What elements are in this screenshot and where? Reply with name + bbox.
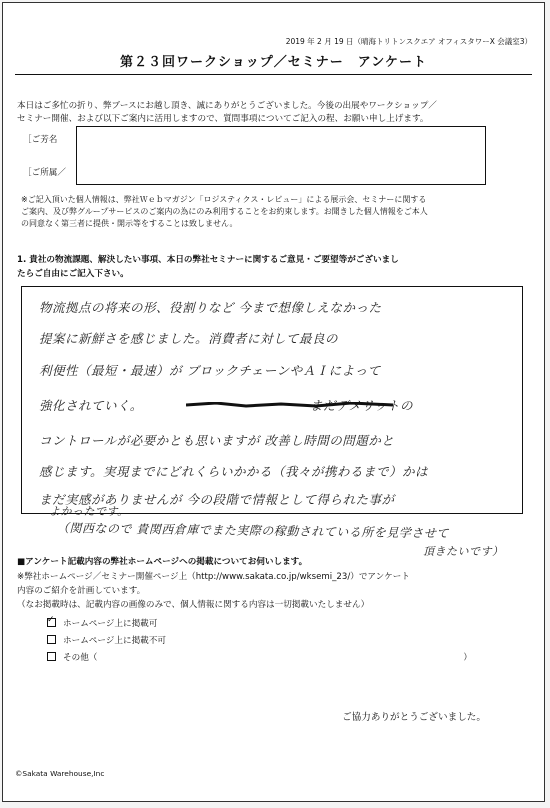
privacy-notice: ※ご記入頂いた個人情報は、弊社Ｗｅｂマガジン「ロジスティクス・レビュー」による展示会、セミナーに関する ご案内、及び弊グループサービスのご案内の為にのみ利用することをお約束します。お聞きした個人情報をご本人 の同意なく第三者に提供・開示等をすることは致しません。 bbox=[21, 195, 428, 228]
checkbox-icon[interactable] bbox=[47, 652, 56, 661]
page-title: 第２３回ワークショップ／セミナー アンケート bbox=[120, 55, 427, 70]
publication-options bbox=[47, 614, 472, 665]
handwritten-line-6: 感じます。実現までにどれくらいかかる（我々が携わるまで）かは bbox=[39, 464, 429, 479]
scribble-strikeout bbox=[186, 402, 393, 408]
intro-text bbox=[17, 100, 437, 125]
copyright: ©Sakata Warehouse,Inc bbox=[15, 769, 105, 778]
handwritten-line-1: 物流拠点の将来の形、役割りなど 今まで想像しえなかった bbox=[39, 300, 382, 315]
handwritten-line-3: 利便性（最短・最速）が ブロックチェーンやＡＩによって bbox=[39, 363, 381, 378]
publication-text: ※弊社ホームページ／セミナー開催ページ上（http://www.sakata.co.jp/wksemi_23/）でアンケート 内容のご紹介を計画しています。 （なお掲載時は、記載内容の画像のみで、個人情報に関する内容は一切掲載いたしません） bbox=[17, 572, 410, 610]
handwritten-line-8: よかったです。 bbox=[49, 505, 129, 518]
handwritten-line-5: コントロールが必要かとも思いますが 改善し時間の問題かと bbox=[39, 433, 395, 448]
affiliation-field-label: ［ご所属／ bbox=[23, 168, 66, 178]
handwritten-line-2: 提案に新鮮さを感じました。消費者に対して最良の bbox=[39, 331, 339, 346]
checkbox-icon[interactable] bbox=[47, 635, 56, 644]
option-other[interactable]: その他（ ） bbox=[47, 648, 472, 665]
survey-sheet bbox=[2, 2, 545, 802]
option-deny[interactable]: ホームページ上に掲載不可 bbox=[47, 631, 472, 648]
name-field-label: ［ご芳名 bbox=[23, 135, 58, 145]
question-1: 1. 貴社の物流課題、解決したい事項、本日の弊社セミナーに関するご意見・ご要望等がございまし たらご自由にご記入下さい。 bbox=[17, 255, 399, 279]
intro-line-1: 本日はご多忙の折り、弊ブースにお越し頂き、誠にありがとうございました。今後の出展やワークショップ／ bbox=[17, 101, 437, 111]
checkbox-checked-icon[interactable] bbox=[47, 618, 56, 627]
handwritten-note-end: 頂きたいです） bbox=[423, 545, 504, 558]
thanks-message: ご協力ありがとうございました。 bbox=[342, 712, 486, 723]
option-allow[interactable]: ✓ ホームページ上に掲載可 bbox=[47, 614, 472, 631]
title-rule bbox=[15, 74, 532, 75]
handwritten-line-4: 強化されていく。 まだデメリットの bbox=[39, 398, 413, 413]
handwritten-line-7: まだ実感がありませんが 今の段階で情報として得られた事が bbox=[39, 492, 395, 507]
redaction-box bbox=[76, 126, 486, 185]
handwritten-note: （関西なので 貴関西倉庫でまた実際の稼動されている所を見学させて bbox=[56, 521, 449, 541]
event-date-venue: 2019 年 2 月 19 日（晴海トリトンスクエア オフィスタワーX 会議室3） bbox=[285, 37, 532, 46]
intro-line-2: セミナー開催、および以下ご案内に活用しますので、質問事項についてご記入の程、お願い申し上げます。 bbox=[17, 113, 429, 124]
publication-heading: ■アンケート記載内容の弊社ホームページへの掲載についてお伺いします。 bbox=[17, 557, 308, 567]
